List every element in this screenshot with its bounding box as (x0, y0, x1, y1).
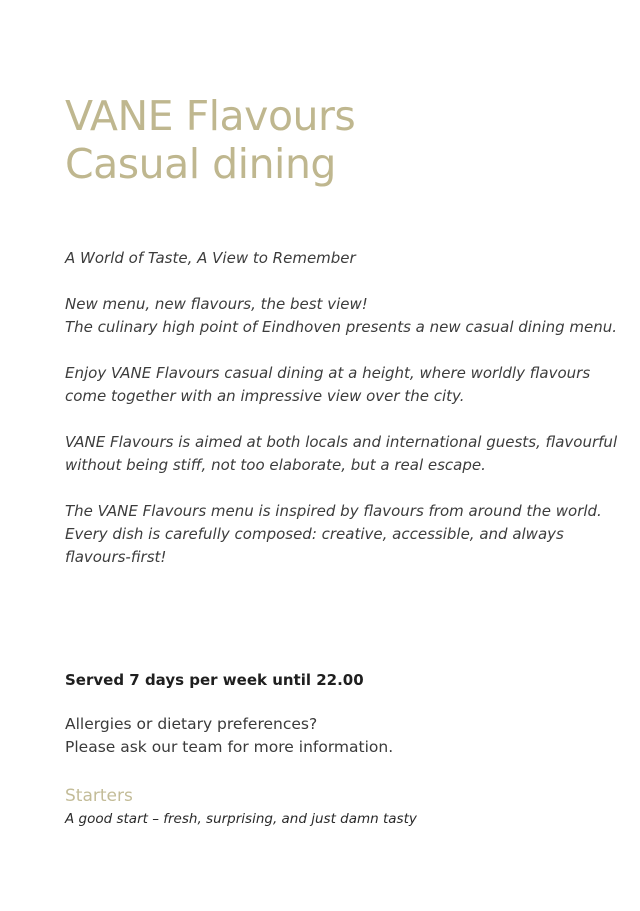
paragraph-line: The culinary high point of Eindhoven presents a new casual dining menu. (65, 318, 618, 336)
title-line-2: Casual dining (65, 140, 336, 188)
paragraph-line: without being stiff, not too elaborate, but a real escape. (65, 456, 486, 474)
title-line-1: VANE Flavours (65, 92, 356, 140)
allergies-note (65, 713, 393, 759)
paragraph-line: flavours-first! (65, 548, 167, 566)
paragraph-line: come together with an impressive view over the city. (65, 387, 465, 405)
paragraph-line: Every dish is carefully composed: creative, accessible, and always (65, 525, 564, 543)
paragraph-line: VANE Flavours is aimed at both locals and international guests, flavourful (65, 433, 618, 451)
tagline-text: A World of Taste, A View to Remember (65, 249, 356, 267)
paragraph-line: Enjoy VANE Flavours casual dining at a height, where worldly flavours (65, 364, 591, 382)
intro-paragraph-3 (65, 431, 633, 477)
section-subtitle: A good start – fresh, surprising, and just damn tasty (65, 811, 417, 827)
allergies-line-1: Allergies or dietary preferences? (65, 715, 318, 733)
intro-paragraph-2 (65, 362, 633, 408)
paragraph-line: New menu, new flavours, the best view! (65, 295, 368, 313)
allergies-line-2: Please ask our team for more information. (65, 738, 394, 756)
service-hours: Served 7 days per week until 22.00 (65, 671, 364, 689)
intro-text (65, 247, 633, 592)
page-title (65, 92, 355, 188)
section-title-starters: Starters (65, 786, 133, 806)
intro-paragraph-1 (65, 293, 633, 339)
paragraph-line: The VANE Flavours menu is inspired by flavours from around the world. (65, 502, 602, 520)
intro-tagline (65, 247, 633, 270)
intro-paragraph-4 (65, 500, 633, 569)
